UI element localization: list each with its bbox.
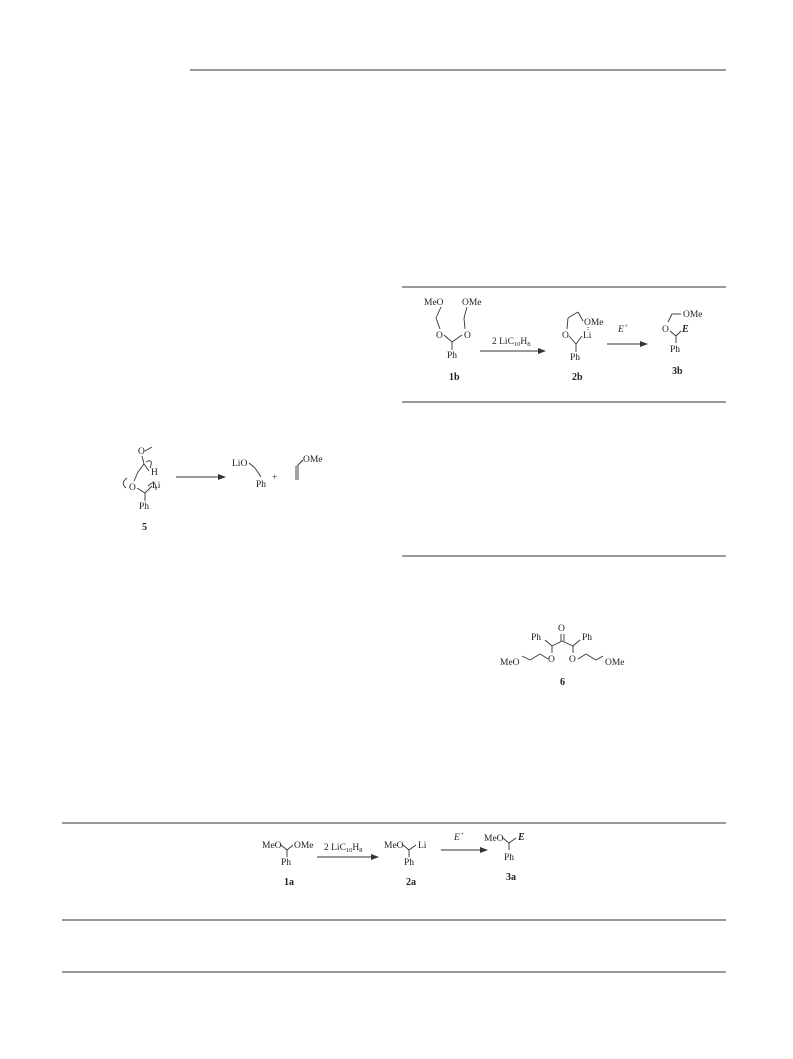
bond bbox=[138, 464, 144, 472]
compound-label: 3b bbox=[672, 366, 683, 377]
atom-ph: Ph bbox=[670, 345, 681, 355]
compound-2b bbox=[562, 312, 604, 383]
bond bbox=[144, 464, 149, 471]
atom-ph: Ph bbox=[281, 858, 292, 868]
arrow-head bbox=[218, 474, 226, 480]
bond bbox=[552, 641, 562, 646]
electrophile-label: E+ bbox=[618, 323, 629, 335]
atom-ome: OMe bbox=[303, 455, 323, 465]
bond bbox=[676, 331, 681, 336]
atom-o: O bbox=[436, 331, 443, 341]
atom-ph: Ph bbox=[504, 853, 515, 863]
atom-ome: OMe bbox=[683, 310, 703, 320]
bond bbox=[586, 654, 596, 660]
atom-o: O bbox=[662, 325, 669, 335]
atom-meo: MeO bbox=[262, 841, 282, 851]
reagent-label: 2 $LiC_{10}H_8$ bbox=[492, 337, 531, 348]
bond bbox=[281, 845, 287, 850]
compound-3a bbox=[484, 832, 525, 883]
curved-arrow bbox=[146, 461, 151, 468]
compound-5 bbox=[123, 447, 161, 533]
atom-o: O bbox=[129, 483, 136, 493]
compound-label: 2b bbox=[572, 372, 583, 383]
atom-ome: OMe bbox=[462, 298, 482, 308]
atom-h: H bbox=[151, 468, 158, 478]
bond bbox=[509, 838, 516, 843]
reagent-label: 2 $LiC_{10}H_8$ bbox=[324, 843, 363, 854]
compound-label: 1a bbox=[284, 877, 294, 888]
compound-label: 2a bbox=[406, 877, 416, 888]
bond bbox=[503, 838, 509, 843]
bond bbox=[249, 463, 255, 468]
bond bbox=[436, 307, 441, 318]
bond bbox=[670, 331, 676, 336]
atom-ph: Ph bbox=[582, 633, 593, 643]
plus-sign: + bbox=[272, 473, 278, 483]
atom-ph: Ph bbox=[570, 353, 581, 363]
atom-meo: MeO bbox=[424, 298, 444, 308]
arrow-head bbox=[640, 341, 648, 347]
atom-meo: MeO bbox=[484, 834, 504, 844]
arrow-head bbox=[480, 847, 488, 853]
atom-li: Li bbox=[418, 841, 427, 851]
arrow-head bbox=[371, 854, 379, 860]
bond bbox=[545, 640, 552, 646]
bond bbox=[576, 336, 582, 344]
atom-li: Li bbox=[152, 481, 161, 491]
atom-ome: OMe bbox=[294, 841, 314, 851]
bond bbox=[436, 318, 440, 329]
compound-1b bbox=[424, 298, 482, 383]
atom-o: O bbox=[464, 331, 471, 341]
bond bbox=[530, 654, 540, 660]
bond bbox=[522, 656, 530, 660]
atom-o: O bbox=[548, 655, 555, 665]
bond bbox=[578, 654, 586, 659]
bond bbox=[569, 336, 576, 344]
atom-ph: Ph bbox=[447, 351, 458, 361]
bond bbox=[668, 314, 672, 322]
bond bbox=[562, 641, 573, 646]
compound-label: 5 bbox=[142, 522, 147, 533]
atom-ph: Ph bbox=[256, 480, 267, 490]
atom-ome: OMe bbox=[584, 318, 604, 328]
bond bbox=[145, 447, 152, 451]
compound-label: 3a bbox=[506, 872, 516, 883]
compound-2a bbox=[384, 841, 427, 888]
atom-meo: MeO bbox=[500, 658, 520, 668]
bond bbox=[464, 318, 465, 329]
atom-o: O bbox=[562, 331, 569, 341]
bond bbox=[145, 486, 152, 493]
bond bbox=[452, 335, 462, 342]
bond bbox=[287, 845, 293, 850]
bond bbox=[409, 845, 416, 850]
curved-arrow bbox=[123, 478, 127, 488]
atom-ome: OMe bbox=[605, 658, 625, 668]
atom-o: O bbox=[569, 655, 576, 665]
arrow-head bbox=[538, 348, 546, 354]
electrophile-label: E+ bbox=[454, 831, 465, 843]
bond bbox=[568, 312, 578, 318]
bond bbox=[464, 307, 467, 318]
compound-label: 6 bbox=[560, 677, 565, 688]
compound-3b bbox=[662, 310, 703, 377]
reaction-arrow-5 bbox=[441, 831, 488, 853]
atom-e: E bbox=[518, 832, 525, 843]
bond bbox=[137, 488, 145, 493]
atom-lio: LiO bbox=[232, 459, 248, 469]
bond bbox=[578, 312, 583, 321]
reaction-arrow-2 bbox=[607, 323, 648, 347]
atom-o: O bbox=[138, 447, 145, 457]
atom-ph: Ph bbox=[404, 858, 415, 868]
atom-li: Li bbox=[583, 331, 592, 341]
bond bbox=[255, 468, 261, 477]
atom-o: O bbox=[558, 624, 565, 634]
bond bbox=[573, 640, 580, 646]
bond bbox=[444, 335, 452, 342]
bond bbox=[567, 318, 568, 329]
bond bbox=[540, 654, 548, 659]
atom-ph: Ph bbox=[531, 633, 542, 643]
compound-label: 1b bbox=[449, 372, 460, 383]
atom-meo: MeO bbox=[384, 841, 404, 851]
atom-ph: Ph bbox=[139, 502, 150, 512]
reaction-arrow-3 bbox=[176, 474, 226, 480]
bond bbox=[403, 845, 409, 850]
atom-e: E bbox=[682, 324, 689, 335]
compound-1a bbox=[262, 841, 314, 888]
product-lithium-alkoxide bbox=[232, 459, 266, 490]
reaction-arrow-4 bbox=[317, 843, 379, 860]
product-methyl-vinyl-ether bbox=[296, 455, 323, 480]
bond bbox=[596, 656, 603, 660]
bond bbox=[134, 472, 138, 481]
reaction-arrow-1 bbox=[480, 337, 546, 354]
compound-6 bbox=[500, 624, 625, 688]
bond bbox=[142, 456, 144, 464]
